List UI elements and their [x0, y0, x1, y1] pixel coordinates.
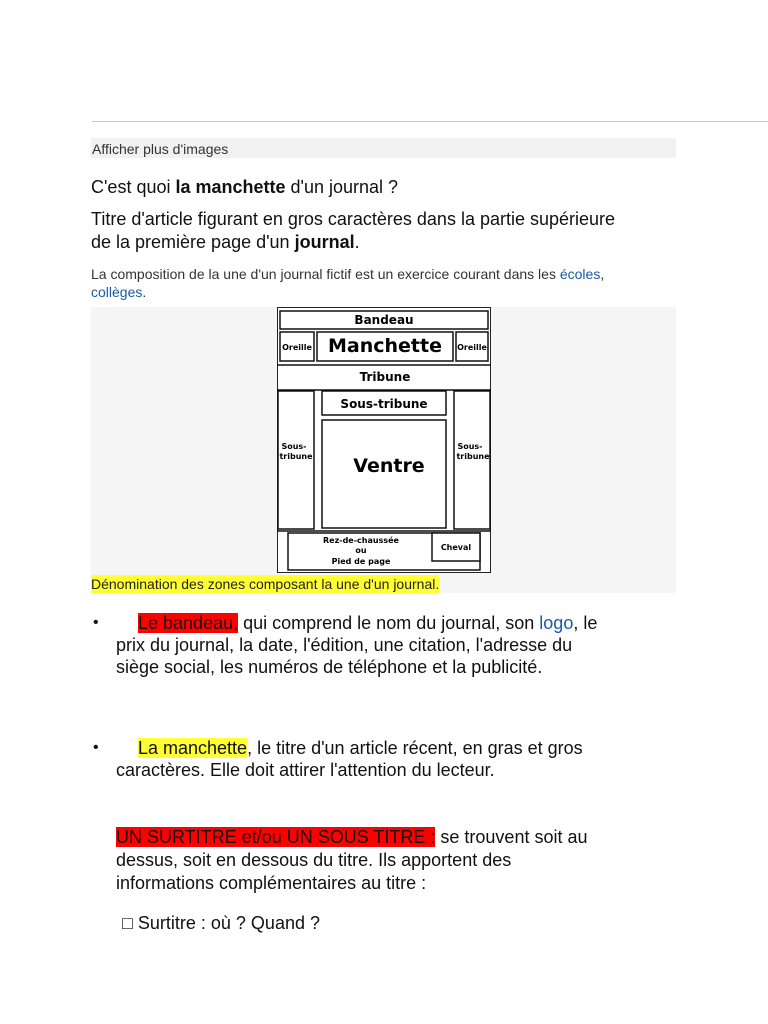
bullet-bandeau	[116, 612, 716, 678]
newspaper-front-page-diagram	[277, 307, 491, 573]
composition-pre: La composition de la une d'un journal fictif est un exercice courant dans les	[91, 266, 560, 282]
sous-tribune-right-line1: Sous-	[457, 442, 483, 451]
question-post: d'un journal ?	[285, 177, 399, 197]
rez-line2: ou	[355, 546, 367, 555]
checkbox-icon: □	[122, 913, 133, 933]
bandeau-label: Bandeau	[354, 313, 414, 327]
question-pre: C'est quoi	[91, 177, 176, 197]
sous-tribune-top-label: Sous-tribune	[340, 397, 428, 411]
top-divider	[92, 121, 768, 122]
surtitre-item-text: Surtitre : où ? Quand ?	[132, 913, 320, 933]
sous-tribune-right-line2: tribune	[456, 452, 490, 461]
colleges-link[interactable]: collèges	[91, 284, 143, 300]
bullet-marker-2: •	[93, 739, 99, 756]
surtitre-line3: informations complémentaires au titre :	[116, 873, 427, 893]
surtitre-item	[122, 912, 320, 935]
bullet1-line1	[116, 612, 716, 634]
bullet1-line3: siège social, les numéros de téléphone et la publicité.	[116, 657, 543, 677]
definition-bold: journal	[294, 232, 355, 252]
cheval-label: Cheval	[440, 543, 472, 552]
surtitre-text: se trouvent soit au	[435, 827, 588, 847]
manchette-highlight: La manchette	[138, 738, 248, 758]
bullet-marker-1: •	[93, 614, 99, 631]
bullet1-text-b: , le	[573, 613, 598, 633]
oreille-left-label: Oreille	[282, 343, 312, 352]
bullet2-line1	[116, 737, 716, 759]
question-bold: la manchette	[175, 177, 286, 197]
sous-tribune-left-line2: tribune	[279, 452, 313, 461]
tribune-label: Tribune	[359, 370, 411, 384]
surtitre-highlight: UN SURTITRE et/ou UN SOUS TITRE :	[116, 827, 436, 847]
surtitre-paragraph	[116, 826, 716, 895]
composition-sep: ,	[600, 266, 605, 282]
question-heading	[91, 176, 398, 198]
ventre-label: Ventre	[353, 455, 425, 477]
surtitre-line2: dessus, soit en dessous du titre. Ils apportent des	[116, 850, 512, 870]
ecoles-link[interactable]: écoles	[559, 266, 601, 282]
composition-text	[91, 265, 611, 301]
composition-post: .	[142, 284, 147, 300]
bullet1-text-a: qui comprend le nom du journal, son	[238, 613, 540, 633]
oreille-right-label: Oreille	[457, 343, 487, 352]
more-images-link[interactable]: Afficher plus d'images	[91, 138, 676, 158]
surtitre-line1	[116, 826, 716, 849]
bullet2-text: , le titre d'un article récent, en gras et gros	[247, 738, 583, 758]
bullet2-line2: caractères. Elle doit attirer l'attention du lecteur.	[116, 760, 495, 780]
definition-pre: Titre d'article figurant en gros caractères dans la partie supérieure de la première page d'un	[91, 209, 616, 252]
bullet1-line2: prix du journal, la date, l'édition, une citation, l'adresse du	[116, 635, 573, 655]
logo-link[interactable]: logo	[539, 613, 574, 633]
rez-line1: Rez-de-chaussée	[323, 536, 399, 545]
sous-tribune-left-line1: Sous-	[281, 442, 307, 451]
bandeau-highlight: Le bandeau,	[138, 613, 239, 633]
bullet-manchette	[116, 737, 716, 781]
definition-text	[91, 208, 631, 254]
figure-caption: Dénomination des zones composant la une d'un journal.	[91, 576, 440, 592]
rez-line3: Pied de page	[331, 557, 391, 566]
definition-post: .	[354, 232, 360, 252]
manchette-label: Manchette	[328, 335, 442, 357]
